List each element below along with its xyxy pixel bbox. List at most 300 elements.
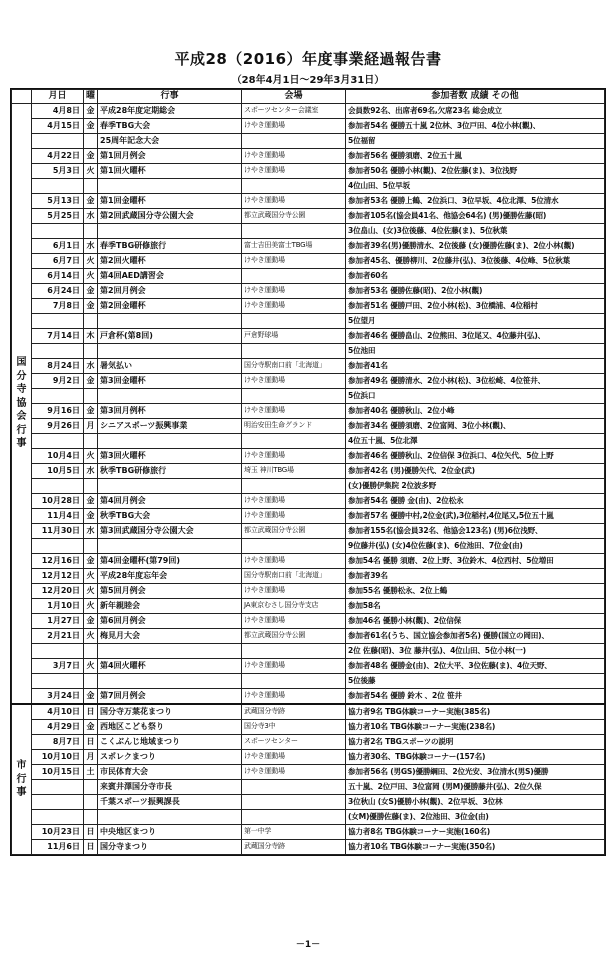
table-row — [12, 674, 605, 689]
results-cell: 3位畠山、(女)3位後藤、4位佐藤(ま)、5位秋葉 — [346, 224, 605, 239]
weekday-cell: 金 — [84, 374, 98, 389]
event-cell — [98, 344, 242, 359]
weekday-cell — [84, 644, 98, 659]
venue-cell: けやき運動場 — [242, 750, 346, 765]
venue-cell: 埼玉 神川TBG場 — [242, 464, 346, 479]
date-cell: 11月6日 — [32, 840, 84, 855]
event-cell: 秋季TBG大会 — [98, 509, 242, 524]
weekday-cell — [84, 314, 98, 329]
results-cell: 2位 佐藤(昭)、3位 藤井(弘)、4位山田、5位小林(一) — [346, 644, 605, 659]
report-title: 平成28（2016）年度事業経過報告書 — [174, 50, 442, 68]
venue-cell: 国分寺3中 — [242, 720, 346, 735]
weekday-cell: 火 — [84, 659, 98, 674]
date-cell: 6月14日 — [32, 269, 84, 284]
results-cell: 参加者54名 優勝 金(由)、2位松永 — [346, 494, 605, 509]
date-cell — [32, 539, 84, 554]
weekday-cell — [84, 810, 98, 825]
event-cell: 第2回月例会 — [98, 284, 242, 299]
venue-cell: けやき運動場 — [242, 584, 346, 599]
date-cell — [32, 314, 84, 329]
table-row — [12, 464, 605, 479]
venue-cell: けやき運動場 — [242, 164, 346, 179]
venue-cell: けやき運動場 — [242, 254, 346, 269]
venue-cell: スポーツセンター会議室 — [242, 104, 346, 119]
results-cell: 参加者61名(うち、国立協会参加者5名) 優勝(国立の岡田)、 — [346, 629, 605, 644]
results-cell: 参加者57名 優勝中村,2位金(武),3位稲村,4位尾又,5位五十嵐 — [346, 509, 605, 524]
date-cell: 11月30日 — [32, 524, 84, 539]
weekday-cell: 水 — [84, 239, 98, 254]
results-cell: 参加者46名 優勝畠山、2位熊田、3位尾又、4位藤井(弘)、 — [346, 329, 605, 344]
event-cell: 暑気払い — [98, 359, 242, 374]
event-cell: スポレクまつり — [98, 750, 242, 765]
weekday-cell: 月 — [84, 750, 98, 765]
event-cell: 戸倉杯(第8回) — [98, 329, 242, 344]
table-row — [12, 239, 605, 254]
venue-cell — [242, 224, 346, 239]
results-cell: 参加54名 優勝 須磨、2位上野、3位鈴木、4位西村、5位増田 — [346, 554, 605, 569]
date-cell: 10月4日 — [32, 449, 84, 464]
results-cell: 5位福留 — [346, 134, 605, 149]
date-cell: 5月13日 — [32, 194, 84, 209]
weekday-cell — [84, 134, 98, 149]
weekday-cell: 火 — [84, 269, 98, 284]
weekday-cell: 水 — [84, 209, 98, 224]
table-row — [12, 299, 605, 314]
weekday-cell — [84, 795, 98, 810]
table-row — [12, 569, 605, 584]
table-row — [12, 134, 605, 149]
event-cell: 国分寺万葉花まつり — [98, 704, 242, 720]
event-cell: 第3回火曜杯 — [98, 449, 242, 464]
date-cell: 10月10日 — [32, 750, 84, 765]
event-cell — [98, 539, 242, 554]
weekday-cell: 日 — [84, 825, 98, 840]
date-cell — [32, 644, 84, 659]
table-row — [12, 825, 605, 840]
venue-cell — [242, 434, 346, 449]
table-header-row — [12, 90, 605, 104]
results-cell: 3位秋山 (女S)優勝小林(觀)、2位早坂、3位林 — [346, 795, 605, 810]
weekday-cell: 金 — [84, 104, 98, 119]
date-cell: 9月2日 — [32, 374, 84, 389]
event-cell — [98, 674, 242, 689]
results-cell: 参加者54名 優勝五十嵐 2位林、3位戸田、4位小林(觀)、 — [346, 119, 605, 134]
table-row — [12, 810, 605, 825]
table-row — [12, 449, 605, 464]
weekday-cell — [84, 344, 98, 359]
weekday-cell: 水 — [84, 524, 98, 539]
event-cell: 第2回火曜杯 — [98, 254, 242, 269]
table-row — [12, 359, 605, 374]
weekday-cell: 金 — [84, 614, 98, 629]
header-weekday: 曜 — [84, 90, 98, 104]
results-cell: 参加者51名 優勝戸田、2位小林(松)、3位橋浦、4位稲村 — [346, 299, 605, 314]
venue-cell — [242, 134, 346, 149]
date-cell: 1月10日 — [32, 599, 84, 614]
weekday-cell: 火 — [84, 254, 98, 269]
event-cell: 梅見月大会 — [98, 629, 242, 644]
table-row — [12, 704, 605, 720]
results-cell: 参加者105名(協会員41名、他協会64名) (男)優勝佐藤(昭) — [346, 209, 605, 224]
event-cell: 第6回月例会 — [98, 614, 242, 629]
venue-cell: けやき運動場 — [242, 404, 346, 419]
event-cell: 第4回金曜杯(第79回) — [98, 554, 242, 569]
header-results: 参加者数 成績 その他 — [346, 90, 605, 104]
event-cell: 新年親睦会 — [98, 599, 242, 614]
venue-cell — [242, 179, 346, 194]
date-cell: 6月1日 — [32, 239, 84, 254]
table-row — [12, 644, 605, 659]
event-cell — [98, 644, 242, 659]
date-cell: 3月24日 — [32, 689, 84, 705]
section-label — [12, 704, 32, 855]
event-cell: 第3回武蔵国分寺公園大会 — [98, 524, 242, 539]
results-cell: 4位五十嵐、5位北澤 — [346, 434, 605, 449]
venue-cell: 都立武蔵国分寺公園 — [242, 209, 346, 224]
table-row — [12, 629, 605, 644]
venue-cell — [242, 644, 346, 659]
table-row — [12, 720, 605, 735]
date-cell: 11月4日 — [32, 509, 84, 524]
weekday-cell: 日 — [84, 735, 98, 750]
date-cell — [32, 674, 84, 689]
weekday-cell: 日 — [84, 840, 98, 855]
event-cell — [98, 314, 242, 329]
weekday-cell: 火 — [84, 584, 98, 599]
table-row — [12, 735, 605, 750]
section-label-text: 国分寺協会行事 — [16, 357, 27, 450]
event-cell: シニアスポーツ振興事業 — [98, 419, 242, 434]
header-category — [12, 90, 32, 104]
date-cell: 6月24日 — [32, 284, 84, 299]
results-cell: 協力者10名 TBG体験コーナー実施(238名) — [346, 720, 605, 735]
event-cell: 秋季TBG研修旅行 — [98, 464, 242, 479]
event-cell: 第3回月例杯 — [98, 404, 242, 419]
event-cell — [98, 389, 242, 404]
event-cell: 春季TBG研修旅行 — [98, 239, 242, 254]
event-cell: 平成28年度定期総会 — [98, 104, 242, 119]
weekday-cell: 火 — [84, 629, 98, 644]
date-cell — [32, 134, 84, 149]
weekday-cell: 金 — [84, 194, 98, 209]
date-cell: 8月24日 — [32, 359, 84, 374]
results-cell: 参加58名 — [346, 599, 605, 614]
date-cell — [32, 479, 84, 494]
table-row — [12, 119, 605, 134]
table-row — [12, 284, 605, 299]
venue-cell: けやき運動場 — [242, 119, 346, 134]
venue-cell — [242, 344, 346, 359]
date-cell — [32, 389, 84, 404]
results-cell: 参加者41名 — [346, 359, 605, 374]
weekday-cell — [84, 539, 98, 554]
event-cell: 西地区こども祭り — [98, 720, 242, 735]
venue-cell: 戸倉野球場 — [242, 329, 346, 344]
venue-cell: JA東京むさし国分寺支店 — [242, 599, 346, 614]
date-cell: 10月5日 — [32, 464, 84, 479]
table-row — [12, 614, 605, 629]
results-cell: 参加者53名 優勝上鶴、2位浜口、3位早坂、4位北澤、5位清水 — [346, 194, 605, 209]
venue-cell — [242, 479, 346, 494]
venue-cell: 都立武蔵国分寺公園 — [242, 524, 346, 539]
date-cell: 4月15日 — [32, 119, 84, 134]
table-row — [12, 149, 605, 164]
table-row — [12, 104, 605, 119]
event-cell: 国分寺まつり — [98, 840, 242, 855]
table-row — [12, 389, 605, 404]
table-row — [12, 689, 605, 705]
table-row — [12, 164, 605, 179]
event-cell: 市民体育大会 — [98, 765, 242, 780]
date-cell: 5月25日 — [32, 209, 84, 224]
event-cell: 25周年記念大会 — [98, 134, 242, 149]
date-cell: 4月10日 — [32, 704, 84, 720]
venue-cell — [242, 269, 346, 284]
weekday-cell: 月 — [84, 419, 98, 434]
date-cell — [32, 780, 84, 795]
event-cell: 第2回武蔵国分寺公園大会 — [98, 209, 242, 224]
weekday-cell: 金 — [84, 689, 98, 705]
date-cell: 5月3日 — [32, 164, 84, 179]
results-cell: 協力者9名 TBG体験コーナー実施(385名) — [346, 704, 605, 720]
venue-cell: 武蔵国分寺跡 — [242, 704, 346, 720]
event-cell: 第1回金曜杯 — [98, 194, 242, 209]
venue-cell — [242, 810, 346, 825]
event-cell: 第1回火曜杯 — [98, 164, 242, 179]
weekday-cell: 金 — [84, 284, 98, 299]
date-cell — [32, 179, 84, 194]
table-row — [12, 479, 605, 494]
results-cell: 5位浜口 — [346, 389, 605, 404]
venue-cell: けやき運動場 — [242, 554, 346, 569]
weekday-cell: 金 — [84, 494, 98, 509]
date-cell: 12月16日 — [32, 554, 84, 569]
venue-cell: けやき運動場 — [242, 765, 346, 780]
table-row — [12, 374, 605, 389]
header-event: 行事 — [98, 90, 242, 104]
table-row — [12, 780, 605, 795]
date-cell: 3月7日 — [32, 659, 84, 674]
date-cell: 1月27日 — [32, 614, 84, 629]
table-row — [12, 659, 605, 674]
event-cell: 第3回金曜杯 — [98, 374, 242, 389]
results-cell: 参加者56名 優勝須磨、2位五十嵐 — [346, 149, 605, 164]
results-cell: 4位山田、5位早坂 — [346, 179, 605, 194]
table-row — [12, 584, 605, 599]
venue-cell — [242, 674, 346, 689]
table-row — [12, 254, 605, 269]
venue-cell: けやき運動場 — [242, 614, 346, 629]
table-row — [12, 840, 605, 855]
event-cell: 春季TBG大会 — [98, 119, 242, 134]
weekday-cell: 火 — [84, 599, 98, 614]
results-cell: 協力者10名 TBG体験コーナー実施(350名) — [346, 840, 605, 855]
event-cell: 第4回AED講習会 — [98, 269, 242, 284]
table-row — [12, 494, 605, 509]
table-row — [12, 750, 605, 765]
event-cell: 平成28年度忘年会 — [98, 569, 242, 584]
table-row — [12, 599, 605, 614]
table-row — [12, 419, 605, 434]
date-cell: 4月29日 — [32, 720, 84, 735]
section-label-text: 市行事 — [16, 760, 27, 799]
venue-cell: 都立武蔵国分寺公園 — [242, 629, 346, 644]
event-cell — [98, 224, 242, 239]
venue-cell: けやき運動場 — [242, 449, 346, 464]
table-row — [12, 269, 605, 284]
results-cell: 参加者60名 — [346, 269, 605, 284]
weekday-cell — [84, 389, 98, 404]
venue-cell — [242, 314, 346, 329]
date-cell: 12月12日 — [32, 569, 84, 584]
venue-cell: けやき運動場 — [242, 689, 346, 705]
table-row — [12, 314, 605, 329]
date-cell: 9月16日 — [32, 404, 84, 419]
weekday-cell: 火 — [84, 449, 98, 464]
venue-cell: けやき運動場 — [242, 149, 346, 164]
section-label — [12, 104, 32, 705]
table-row — [12, 179, 605, 194]
date-cell — [32, 344, 84, 359]
venue-cell: けやき運動場 — [242, 284, 346, 299]
weekday-cell: 木 — [84, 329, 98, 344]
date-cell: 7月14日 — [32, 329, 84, 344]
venue-cell: けやき運動場 — [242, 299, 346, 314]
venue-cell: 富士吉田美富士TBG場 — [242, 239, 346, 254]
weekday-cell: 金 — [84, 119, 98, 134]
date-cell: 4月22日 — [32, 149, 84, 164]
results-cell: 参加者34名 優勝須磨、2位富岡、3位小林(觀)、 — [346, 419, 605, 434]
venue-cell: 明治安田生命グランド — [242, 419, 346, 434]
venue-cell: けやき運動場 — [242, 659, 346, 674]
weekday-cell: 土 — [84, 765, 98, 780]
date-cell: 12月20日 — [32, 584, 84, 599]
weekday-cell: 火 — [84, 569, 98, 584]
table-row — [12, 765, 605, 780]
event-cell: 第5回月例会 — [98, 584, 242, 599]
event-cell: 第1回月例会 — [98, 149, 242, 164]
page-number: －1－ — [295, 940, 321, 950]
results-cell: 協力者2名 TBGスポーツの説明 — [346, 735, 605, 750]
table-row — [12, 209, 605, 224]
venue-cell — [242, 780, 346, 795]
venue-cell — [242, 795, 346, 810]
results-cell: 9位藤井(弘) (女)4位佐藤(ま)、6位池田、7位金(由) — [346, 539, 605, 554]
results-cell: 参加者155名(協会員32名、他協会123名) (男)6位浅野、 — [346, 524, 605, 539]
weekday-cell: 金 — [84, 720, 98, 735]
results-cell: 参加者50名 優勝小林(觀)、2位佐藤(ま)、3位浅野 — [346, 164, 605, 179]
venue-cell: けやき運動場 — [242, 494, 346, 509]
event-cell — [98, 479, 242, 494]
results-cell: 会員数92名、出席者69名,欠席23名 総会成立 — [346, 104, 605, 119]
venue-cell: けやき運動場 — [242, 509, 346, 524]
weekday-cell: 日 — [84, 704, 98, 720]
date-cell: 8月7日 — [32, 735, 84, 750]
weekday-cell — [84, 780, 98, 795]
table-row — [12, 795, 605, 810]
date-cell: 6月7日 — [32, 254, 84, 269]
results-cell: 参加者56名 (男GS)優勝綱田、2位光安、3位清水(男S)優勝 — [346, 765, 605, 780]
results-cell: 参加55名 優勝松永、2位上鶴 — [346, 584, 605, 599]
venue-cell — [242, 539, 346, 554]
report-table-frame — [10, 88, 606, 856]
venue-cell: けやき運動場 — [242, 374, 346, 389]
results-cell: 参加者40名 優勝秋山、2位小峰 — [346, 404, 605, 419]
date-cell: 9月26日 — [32, 419, 84, 434]
venue-cell: けやき運動場 — [242, 194, 346, 209]
date-cell: 10月15日 — [32, 765, 84, 780]
table-row — [12, 434, 605, 449]
weekday-cell: 金 — [84, 299, 98, 314]
header-venue: 会場 — [242, 90, 346, 104]
header-date: 月日 — [32, 90, 84, 104]
table-row — [12, 539, 605, 554]
table-row — [12, 404, 605, 419]
event-cell: 第4回月例会 — [98, 494, 242, 509]
weekday-cell: 金 — [84, 509, 98, 524]
event-cell — [98, 179, 242, 194]
results-cell: 参加者49名 優勝清水、2位小林(松)、3位松崎、4位笹井、 — [346, 374, 605, 389]
results-cell: 5位望月 — [346, 314, 605, 329]
venue-cell: 国分寺駅南口前「北海道」 — [242, 569, 346, 584]
table-row — [12, 509, 605, 524]
date-cell — [32, 434, 84, 449]
results-cell: 参加者48名 優勝金(由)、2位大平、3位佐藤(ま)、4位天野、 — [346, 659, 605, 674]
venue-cell: スポーツセンター — [242, 735, 346, 750]
weekday-cell: 火 — [84, 164, 98, 179]
results-cell: (女M)優勝佐藤(ま)、2位池田、3位金(由) — [346, 810, 605, 825]
results-cell: 参加者46名 優勝秋山、2位信保 3位浜口、4位矢代、5位上野 — [346, 449, 605, 464]
results-cell: 参加者54名 優勝 鈴木 、2位 笹井 — [346, 689, 605, 705]
table-row — [12, 524, 605, 539]
results-cell: 参加46名 優勝小林(觀)、2位信保 — [346, 614, 605, 629]
date-cell: 10月23日 — [32, 825, 84, 840]
results-cell: 参加者53名 優勝佐藤(昭)、2位小林(觀) — [346, 284, 605, 299]
date-cell: 7月8日 — [32, 299, 84, 314]
event-cell: 第4回火曜杯 — [98, 659, 242, 674]
weekday-cell: 金 — [84, 404, 98, 419]
date-cell: 2月21日 — [32, 629, 84, 644]
venue-cell: 国分寺駅南口前「北海道」 — [242, 359, 346, 374]
weekday-cell — [84, 224, 98, 239]
venue-cell — [242, 389, 346, 404]
event-cell: 千葉スポーツ振興課長 — [98, 795, 242, 810]
results-cell: 参加者39名 — [346, 569, 605, 584]
weekday-cell: 水 — [84, 359, 98, 374]
date-cell: 10月28日 — [32, 494, 84, 509]
results-cell: (女)優勝伊集院 2位波多野 — [346, 479, 605, 494]
report-period: （28年4月1日～29年3月31日） — [231, 75, 385, 86]
table-row — [12, 344, 605, 359]
weekday-cell: 金 — [84, 149, 98, 164]
results-cell: 参加者39名(男)優勝清水、2位後藤 (女)優勝佐藤(ま)、2位小林(觀) — [346, 239, 605, 254]
table-row — [12, 224, 605, 239]
event-cell: 第2回金曜杯 — [98, 299, 242, 314]
date-cell — [32, 810, 84, 825]
table-row — [12, 194, 605, 209]
results-cell: 協力者30名、TBG体験コーナー(157名) — [346, 750, 605, 765]
weekday-cell — [84, 674, 98, 689]
venue-cell: 第一中学 — [242, 825, 346, 840]
table-body — [12, 104, 605, 855]
weekday-cell — [84, 179, 98, 194]
date-cell — [32, 224, 84, 239]
results-cell: 協力者8名 TBG体験コーナー実施(160名) — [346, 825, 605, 840]
event-cell: 中央地区まつり — [98, 825, 242, 840]
event-cell — [98, 434, 242, 449]
event-cell — [98, 810, 242, 825]
results-cell: 5位後藤 — [346, 674, 605, 689]
